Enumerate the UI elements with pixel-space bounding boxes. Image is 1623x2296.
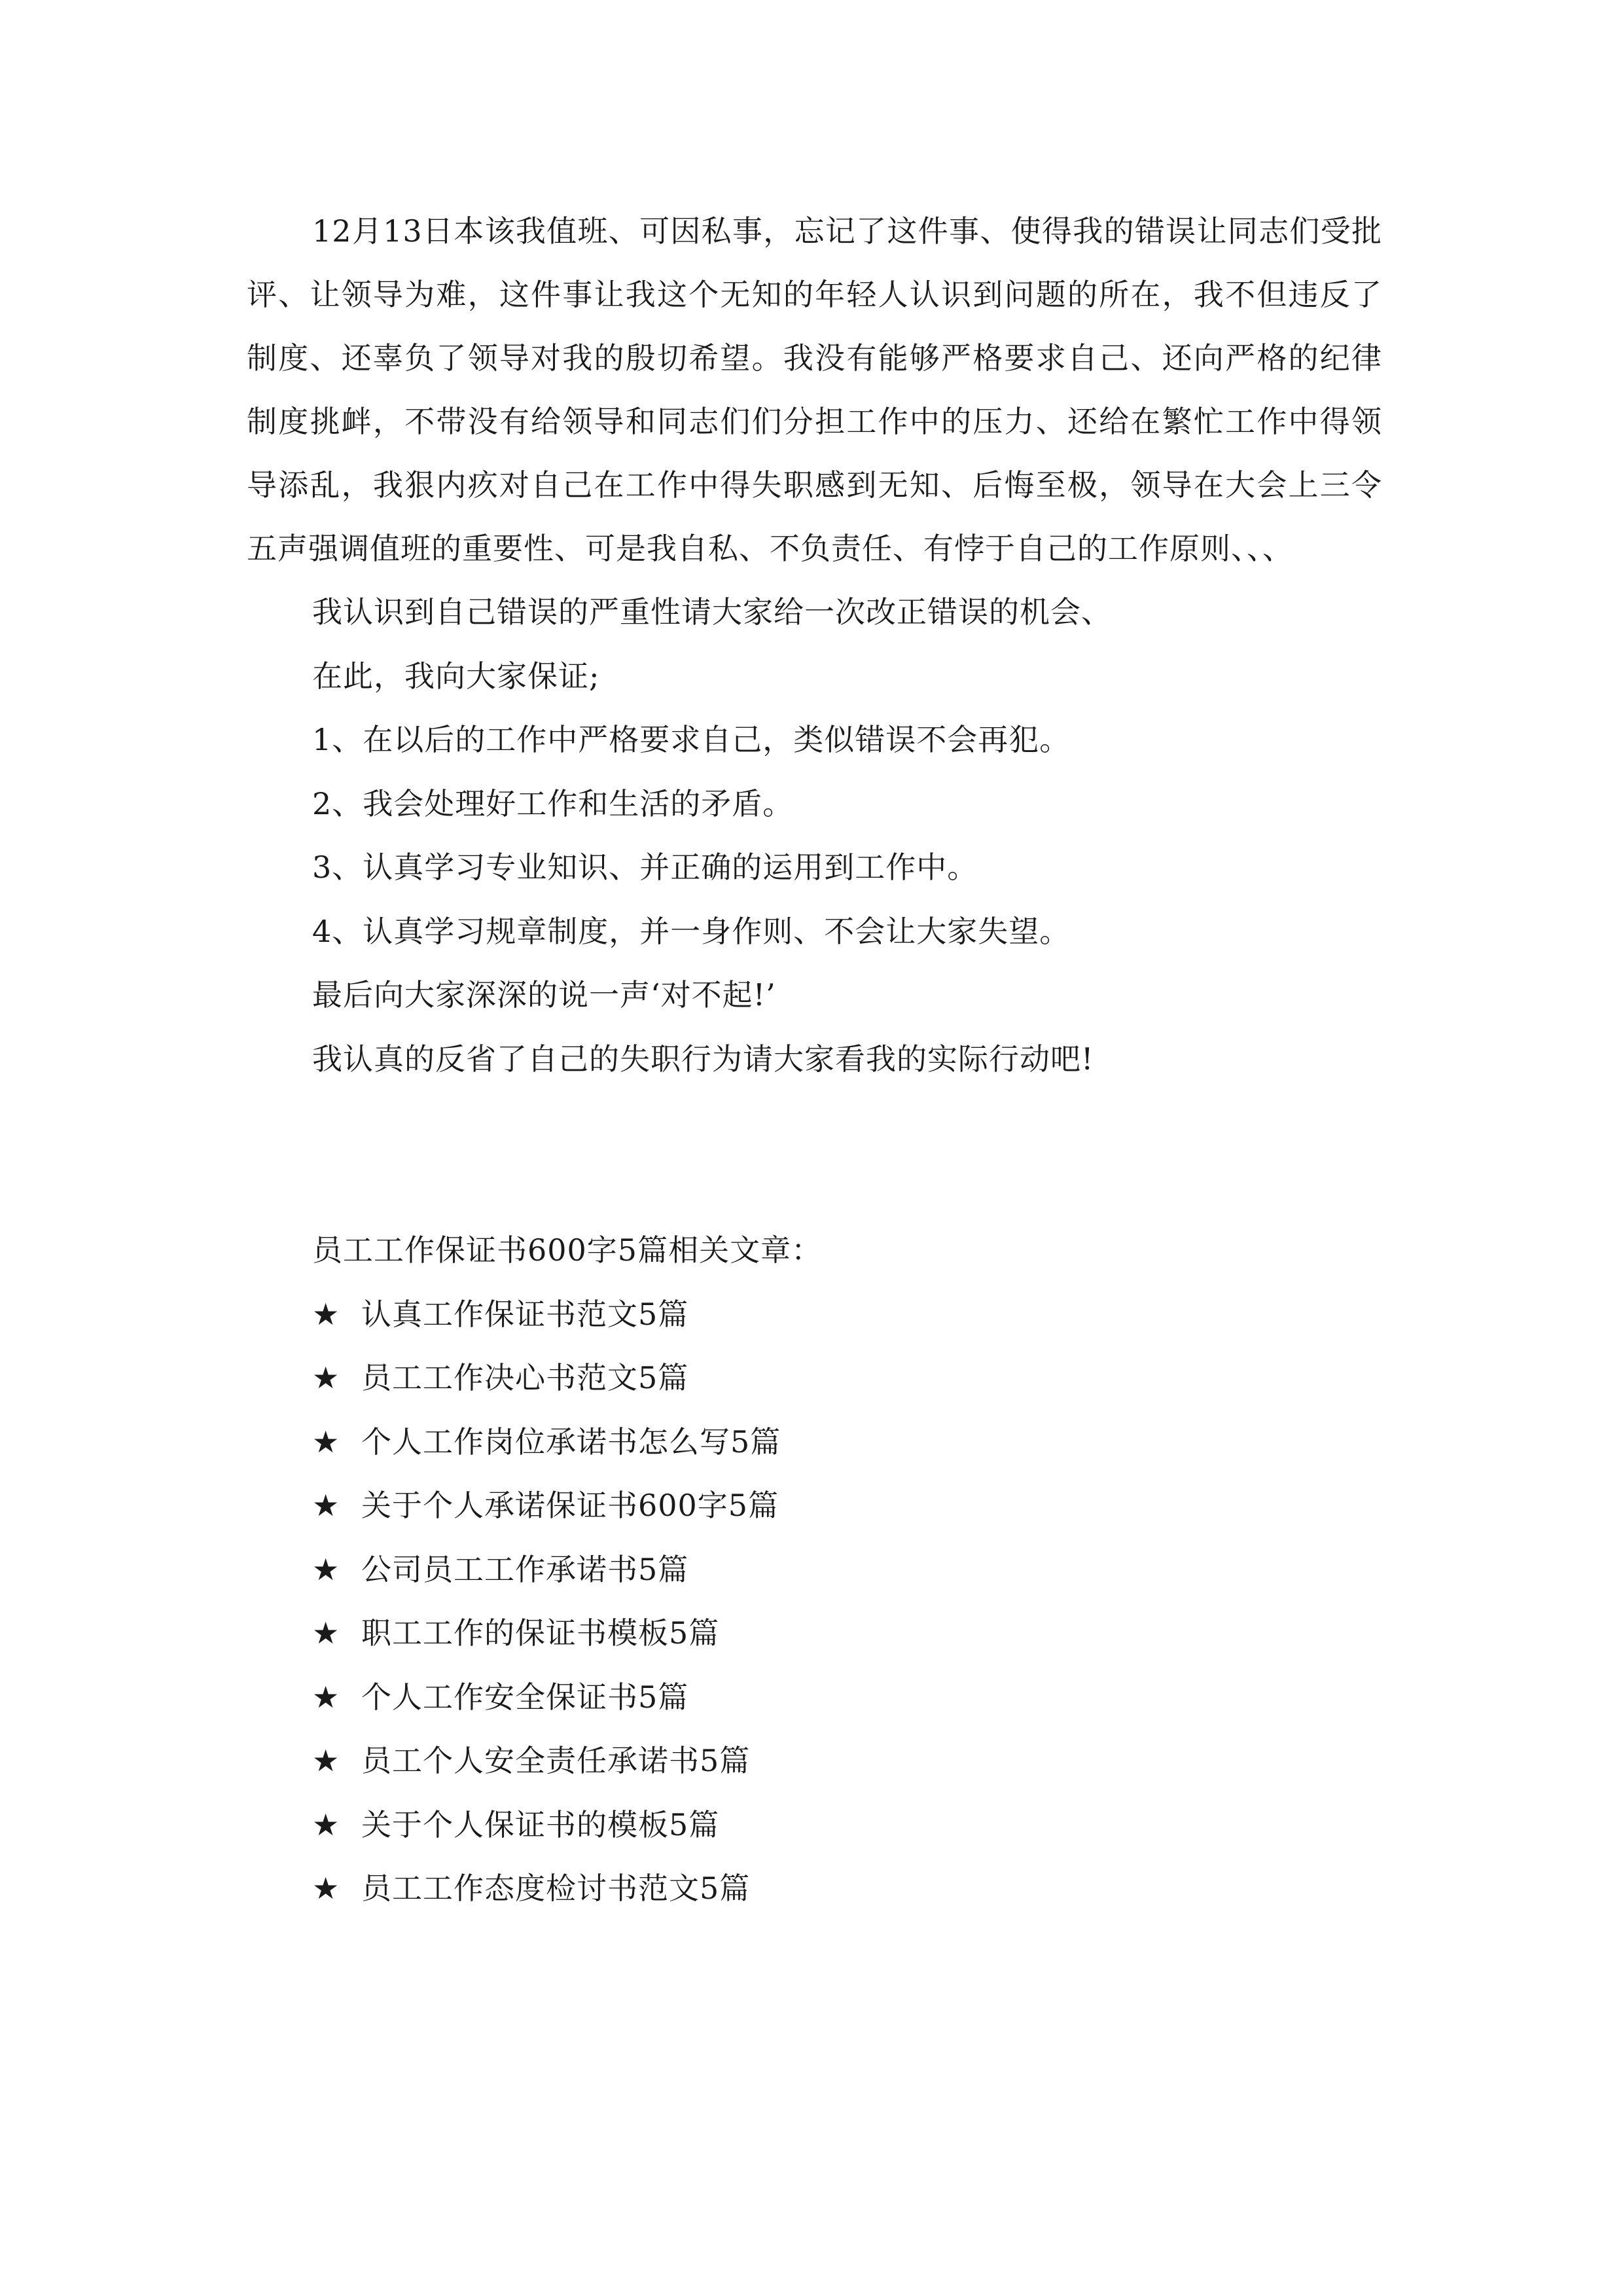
body-line: 3、认真学习专业知识、并正确的运用到工作中。 <box>312 850 978 885</box>
related-article-label: 关于个人保证书的模板5篇 <box>361 1806 720 1842</box>
body-line: 我认真的反省了自己的失职行为请大家看我的实际行动吧! <box>312 1041 1094 1077</box>
related-article-link[interactable] <box>312 1474 1382 1538</box>
body-line: 在此，我向大家保证; <box>312 658 600 694</box>
related-article-label: 个人工作岗位承诺书怎么写5篇 <box>361 1424 781 1460</box>
related-article-label: 员工个人安全责任承诺书5篇 <box>361 1743 751 1778</box>
related-article-link[interactable] <box>312 1729 1382 1793</box>
star-icon: ★ <box>312 1296 340 1332</box>
related-articles-title: 员工工作保证书600字5篇相关文章： <box>312 1232 823 1268</box>
star-icon: ★ <box>312 1615 340 1651</box>
body-line: 2、我会处理好工作和生活的矛盾。 <box>312 785 794 821</box>
body-paragraph: 12月13日本该我值班、可因私事，忘记了这件事、使得我的错误让同志们受批评、让领导为难，这件事让我这个无知的年轻人认识到问题的所在，我不但违反了制度、还辜负了领导对我的殷切希望。我没有能够严格要求自己、还向严格的纪律制度挑衅，不带没有给领导和同志们们分担工作中的压力、还给在繁忙工作中得领导添乱，我狠内疚对自己在工作中得失职感到无知、后悔至极，领导在大会上三令五声强调值班的重要性、可是我自私、不负责任、有悖于自己的工作原则、、、 <box>247 213 1382 566</box>
star-icon: ★ <box>312 1424 340 1460</box>
star-icon: ★ <box>312 1679 340 1715</box>
related-articles-list <box>247 1283 1382 1921</box>
body-line: 我认识到自己错误的严重性请大家给一次改正错误的机会、 <box>312 594 1112 630</box>
related-article-link[interactable] <box>312 1602 1382 1666</box>
related-article-label: 关于个人承诺保证书600字5篇 <box>361 1488 779 1523</box>
body-line: 1、在以后的工作中严格要求自己，类似错误不会再犯。 <box>312 722 1071 757</box>
star-icon: ★ <box>312 1360 340 1395</box>
section-spacer <box>247 1091 1382 1219</box>
related-article-link[interactable] <box>312 1666 1382 1730</box>
star-icon: ★ <box>312 1488 340 1523</box>
related-article-link[interactable] <box>312 1283 1382 1347</box>
related-article-link[interactable] <box>312 1538 1382 1602</box>
body-line: 4、认真学习规章制度，并一身作则、不会让大家失望。 <box>312 913 1071 949</box>
related-article-link[interactable] <box>312 1410 1382 1475</box>
related-article-label: 员工工作态度检讨书范文5篇 <box>361 1871 751 1906</box>
related-article-label: 公司员工工作承诺书5篇 <box>361 1551 689 1587</box>
star-icon: ★ <box>312 1871 340 1906</box>
related-article-label: 个人工作安全保证书5篇 <box>361 1679 689 1715</box>
related-article-link[interactable] <box>312 1793 1382 1857</box>
body-line: 最后向大家深深的说一声‘对不起!’ <box>312 977 776 1013</box>
star-icon: ★ <box>312 1743 340 1778</box>
related-article-label: 员工工作决心书范文5篇 <box>361 1360 689 1395</box>
related-article-link[interactable] <box>312 1346 1382 1410</box>
star-icon: ★ <box>312 1551 340 1587</box>
related-article-label: 认真工作保证书范文5篇 <box>361 1296 689 1332</box>
document-page <box>247 200 1382 1921</box>
related-article-label: 职工工作的保证书模板5篇 <box>361 1615 720 1651</box>
related-article-link[interactable] <box>312 1857 1382 1921</box>
star-icon: ★ <box>312 1806 340 1842</box>
